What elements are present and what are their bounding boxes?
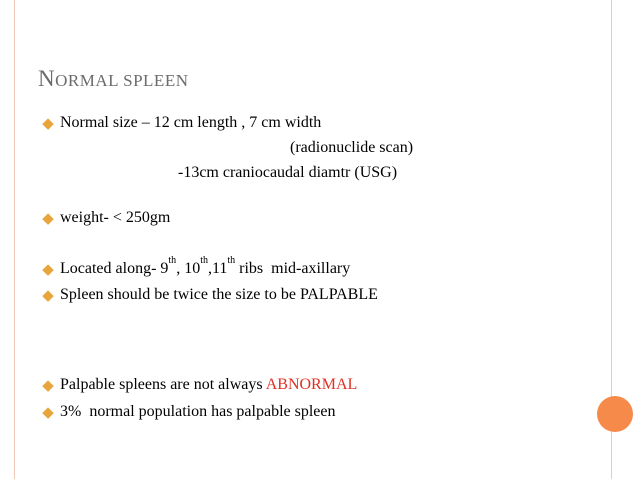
- bullet-size-line3: -13cm craniocaudal diamtr (USG): [178, 164, 398, 181]
- bullet-population-text: 3% normal population has palpable spleen: [60, 403, 336, 420]
- title-initial: N: [38, 66, 56, 91]
- slide-title: [38, 66, 188, 92]
- bullet-located: [38, 254, 351, 280]
- title-rest: ORMAL SPLEEN: [55, 71, 189, 90]
- bullet-twice-text: Spleen should be twice the size to be PALPABLE: [60, 286, 378, 303]
- bullet-population: [38, 401, 335, 423]
- bullet-size-text: Normal size – 12 cm length , 7 cm width: [60, 114, 322, 131]
- abnormal-highlight: ABNORMAL: [265, 376, 358, 393]
- bullet-weight: [38, 207, 170, 229]
- bullet-twice: [38, 284, 378, 306]
- bullet-size: [38, 112, 321, 134]
- bullet-weight-text: weight- < 250gm: [60, 209, 171, 226]
- accent-circle: [597, 396, 633, 432]
- bullet-palpable: [38, 374, 357, 396]
- bullet-size-line2: (radionuclide scan): [290, 139, 414, 156]
- bullet-icon: ◆: [42, 403, 54, 421]
- bullet-icon: ◆: [42, 209, 54, 227]
- bullet-icon: ◆: [42, 286, 54, 304]
- bullet-palpable-text: Palpable spleens are not always ABNORMAL: [60, 376, 358, 393]
- bullet-icon: ◆: [42, 260, 54, 278]
- bullet-located-text: Located along- 9th, 10th,11th ribs mid-axillary: [60, 254, 351, 277]
- bullet-icon: ◆: [42, 114, 54, 132]
- bullet-icon: ◆: [42, 376, 54, 394]
